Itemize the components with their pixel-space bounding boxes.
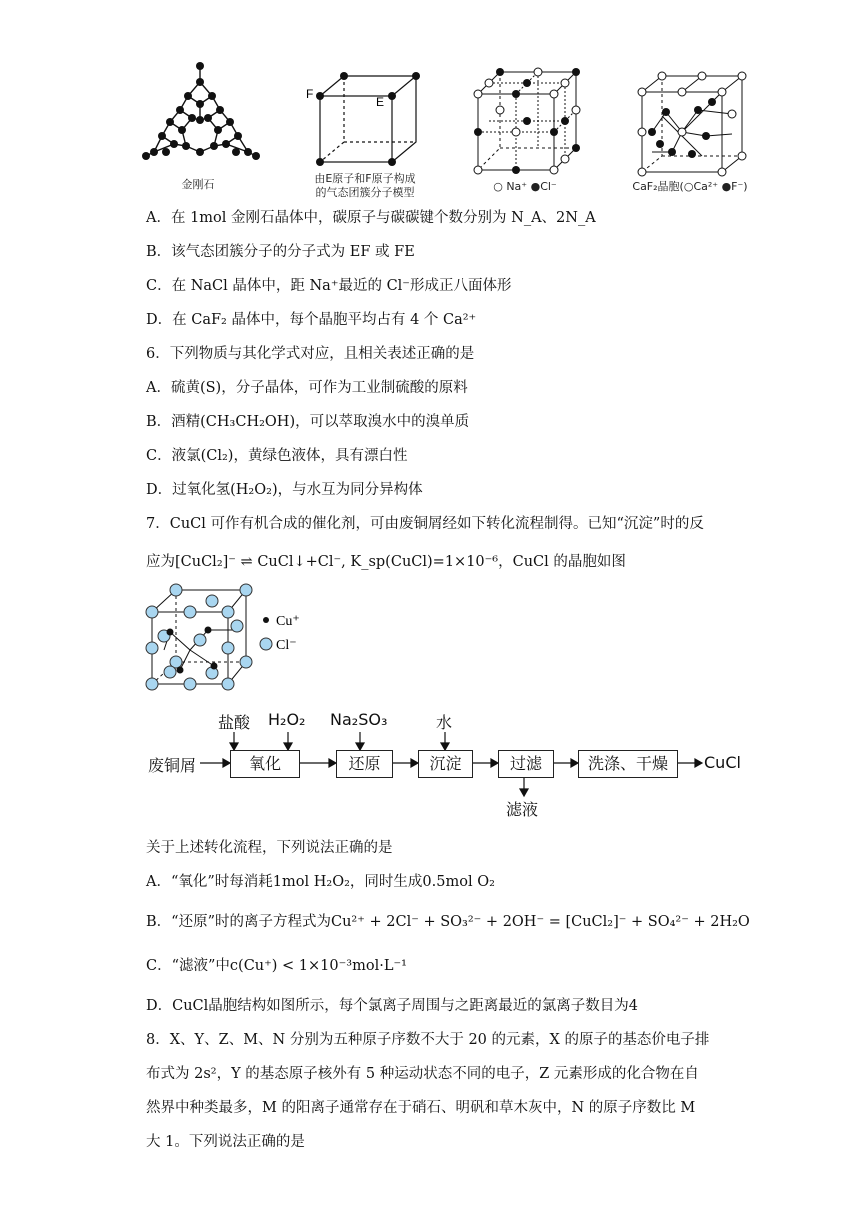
q7-option-b: B．“还原”时的离子方程式为Cu²⁺ + 2Cl⁻ + SO₃²⁻ + 2OH⁻ = [CuCl₂]⁻ + SO₄²⁻ + 2H₂O (146, 914, 750, 930)
cluster-caption-2: 的气态团簇分子模型 (315, 186, 415, 199)
q7-question: 关于上述转化流程，下列说法正确的是 (146, 840, 393, 856)
q6-option-b: B．酒精(CH₃CH₂OH)，可以萃取溴水中的溴单质 (146, 414, 470, 430)
q7-option-d: D．CuCl晶胞结构如图所示，每个氯离子周围与之距离最近的氯离子数目为4 (146, 998, 639, 1014)
flow-step-precipitation: 沉淀 (418, 750, 473, 778)
q6-stem: 6．下列物质与其化学式对应，且相关表述正确的是 (146, 346, 475, 362)
flow-reagent-water: 水 (436, 713, 453, 732)
cluster-label-f: F (306, 87, 314, 101)
q8-stem-line4: 大 1。下列说法正确的是 (146, 1134, 305, 1150)
cluster-caption-1: 由E原子和F原子构成 (314, 172, 416, 185)
q7-stem-line1: 7．CuCl 可作有机合成的催化剂，可由废铜屑经如下转化流程制得。已知“沉淀”时的反 (146, 516, 704, 532)
q7-option-a: A．“氧化”时每消耗1mol H₂O₂，同时生成0.5mol O₂ (146, 874, 495, 890)
legend-cl-label: Cl⁻ (276, 638, 297, 653)
flow-byproduct: 滤液 (506, 800, 539, 819)
flow-reagent-hcl: 盐酸 (218, 713, 251, 732)
flow-start: 废铜屑 (148, 756, 197, 775)
q7-option-c: C．“滤液”中c(Cu⁺) < 1×10⁻³mol·L⁻¹ (146, 958, 407, 974)
q6-option-d: D．过氧化氢(H₂O₂)，与水互为同分异构体 (146, 482, 423, 498)
q6-option-c: C．液氯(Cl₂)，黄绿色液体，具有漂白性 (146, 448, 408, 464)
diamond-caption: 金刚石 (181, 178, 215, 191)
caf2-caption: CaF₂晶胞(○Ca²⁺ ●F⁻) (632, 180, 748, 193)
q5-option-d: D．在 CaF₂ 晶体中，每个晶胞平均占有 4 个 Ca²⁺ (146, 312, 477, 328)
q5-option-b: B．该气态团簇分子的分子式为 EF 或 FE (146, 244, 415, 260)
q8-stem-line2: 布式为 2s²，Y 的基态原子核外有 5 种运动状态不同的电子，Z 元素形成的化合物在自 (146, 1066, 699, 1082)
flow-reagent-h2o2: H₂O₂ (268, 710, 306, 729)
q8-stem-line1: 8．X、Y、Z、M、N 分别为五种原子序数不大于 20 的元素，X 的原子的基态价电子排 (146, 1032, 710, 1048)
flow-step-reduction: 还原 (336, 750, 393, 778)
legend-cu-label: Cu⁺ (276, 614, 300, 629)
nacl-caption: ○ Na⁺ ●Cl⁻ (493, 180, 557, 193)
flow-end: CuCl (704, 753, 741, 772)
q7-stem-line2: 应为[CuCl₂]⁻ ⇌ CuCl↓+Cl⁻, K_sp(CuCl)=1×10⁻⁶，CuCl 的晶胞如图 (146, 554, 626, 570)
q5-option-a: A．在 1mol 金刚石晶体中，碳原子与碳碳键个数分别为 N_A、2N_A (146, 210, 596, 226)
q8-stem-line3: 然界中种类最多，M 的阳离子通常存在于硝石、明矾和草木灰中，N 的原子序数比 M (146, 1100, 696, 1116)
flow-step-wash-dry: 洗涤、干燥 (578, 750, 678, 778)
flow-step-filtration: 过滤 (498, 750, 554, 778)
q6-option-a: A．硫黄(S)，分子晶体，可作为工业制硫酸的原料 (146, 380, 468, 396)
flow-step-oxidation: 氧化 (230, 750, 300, 778)
flow-reagent-na2so3: Na₂SO₃ (330, 710, 388, 729)
cluster-label-e: E (376, 95, 385, 109)
q5-option-c: C．在 NaCl 晶体中，距 Na⁺最近的 Cl⁻形成正八面体形 (146, 278, 512, 294)
